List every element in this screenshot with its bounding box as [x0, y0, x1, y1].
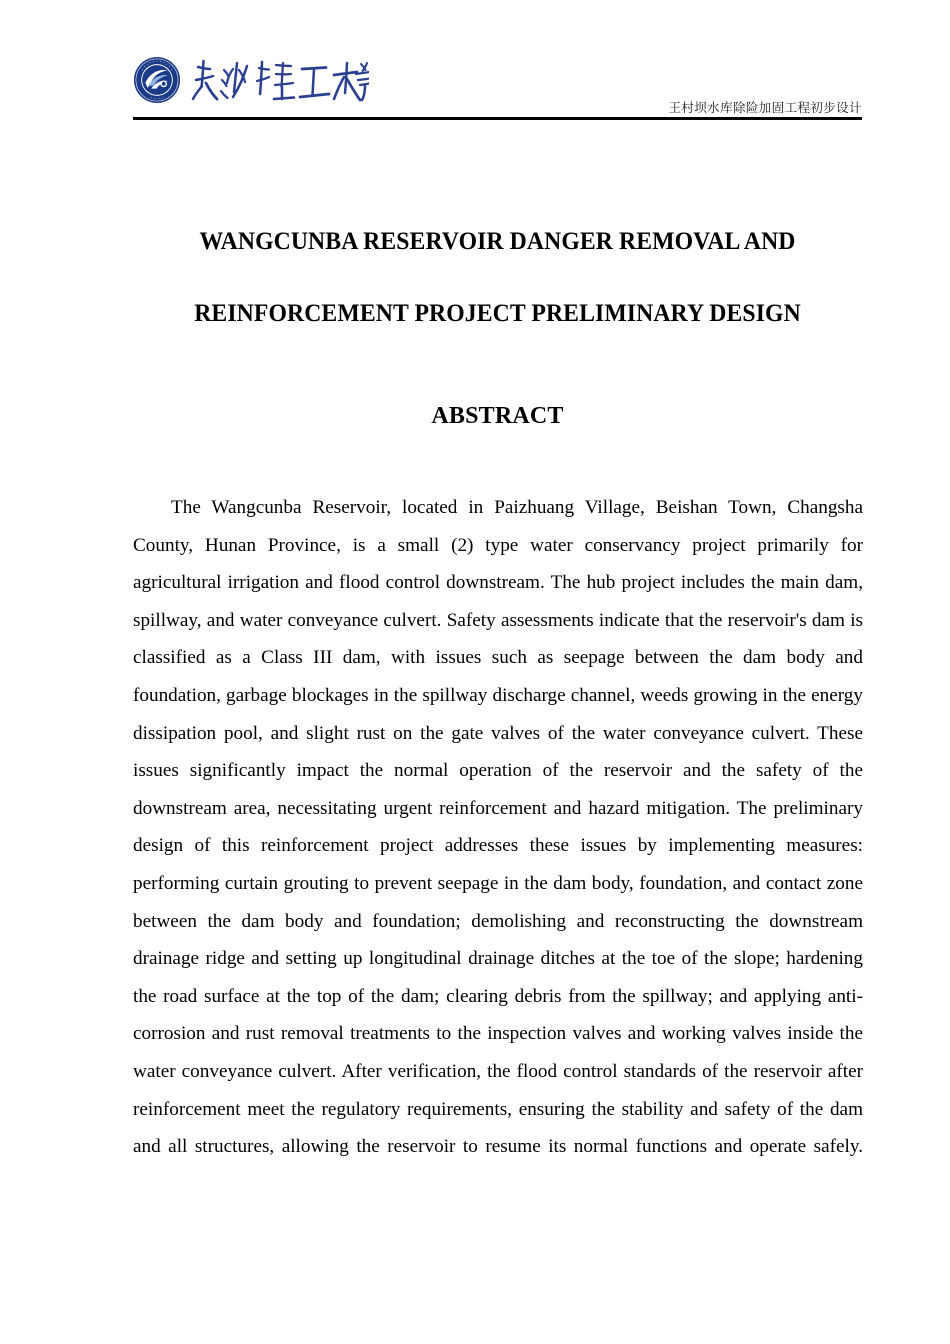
document-title-line-1: WANGCUNBA RESERVOIR DANGER REMOVAL AND [199, 226, 796, 255]
abstract-heading: ABSTRACT [431, 403, 564, 429]
running-header-title: 王村坝水库除险加固工程初步设计 [668, 99, 862, 115]
document-title [133, 205, 862, 349]
institution-branding [133, 56, 369, 104]
university-wordmark-calligraphy [191, 56, 369, 104]
university-seal-icon [133, 56, 181, 104]
header-divider-rule [133, 117, 862, 120]
page-header [133, 50, 862, 122]
abstract-paragraph: The Wangcunba Reservoir, located in Paizhuang Village, Beishan Town, Changsha County, Hunan Province, is a small (2) type water conservancy project primarily for agricultural irrigation and flood control downstream. The hub project includes the main dam, spillway, and water conveyance culvert. Safety assessments indicate that the reservoir's dam is classified as a Class III dam, with issues such as seepage between the dam body and foundation, garbage blockages in the spillway discharge channel, weeds growing in the energy dissipation pool, and slight rust on the gate valves of the water conveyance culvert. These issues significantly impact the normal operation of the reservoir and the safety of the downstream area, necessitating urgent reinforcement and hazard mitigation. The preliminary design of this reinforcement project addresses these issues by implementing measures: performing curtain grouting to prevent seepage in the dam body, foundation, and contact zone between the dam body and foundation; demolishing and reconstructing the downstream drainage ridge and setting up longitudinal drainage ditches at the toe of the slope; hardening the road surface at the top of the dam; clearing debris from the spillway; and applying anti-corrosion and rust removal treatments to the inspection valves and working valves inside the water conveyance culvert. After verification, the flood control standards of the reservoir after reinforcement meet the regulatory requirements, ensuring the stability and safety of the dam and all structures, allowing the reservoir to resume its normal functions and operate safely. [133, 497, 863, 1158]
abstract-body [133, 489, 863, 1203]
document-title-line-2: REINFORCEMENT PROJECT PRELIMINARY DESIGN [194, 298, 801, 327]
